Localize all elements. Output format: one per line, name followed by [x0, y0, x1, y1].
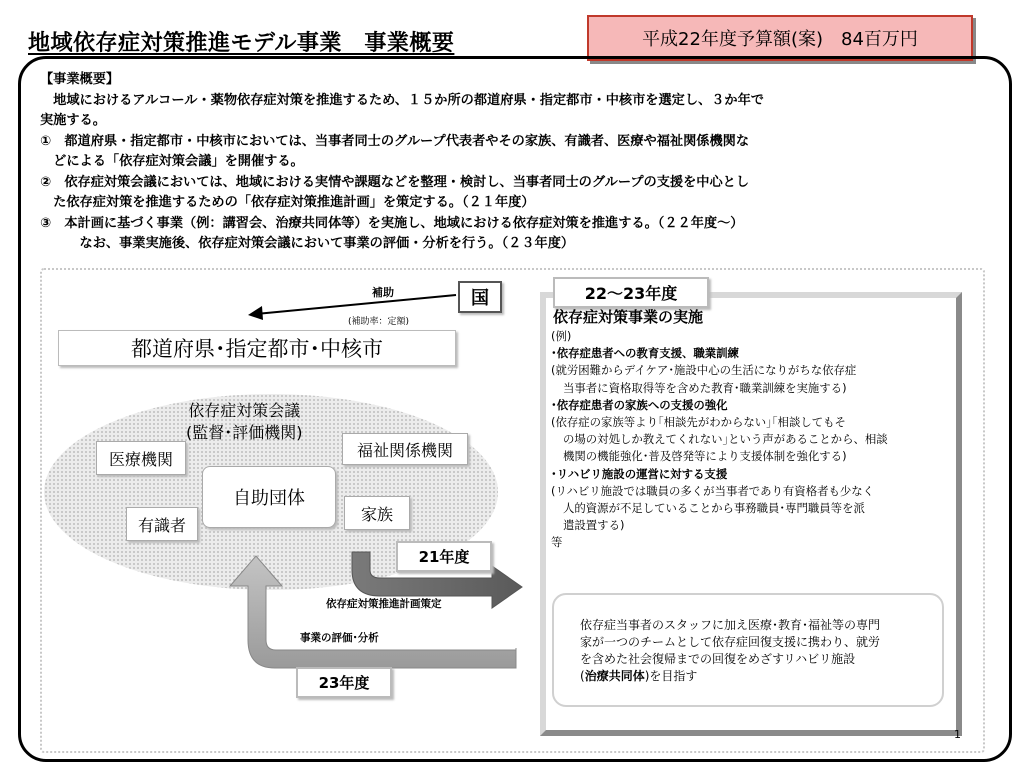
expert-box: 有識者 — [126, 507, 198, 541]
country-box: 国 — [458, 281, 502, 313]
goal-text: 依存症当事者のスタッフに加え医療･教育･福祉等の専門 — [580, 618, 881, 632]
goal-text: を含めた社会復帰までの回復をめざすリハビリ施設 — [580, 652, 856, 666]
prefecture-box: 都道府県･指定都市･中核市 — [58, 330, 456, 366]
evaluation-arrow — [230, 556, 516, 668]
council-name: 依存症対策会議 — [188, 401, 301, 420]
item-text: 遣設置する) — [563, 518, 625, 533]
etc-label: 等 — [551, 535, 563, 550]
self-help-box: 自助団体 — [202, 466, 336, 528]
summary-line: 地域におけるアルコール・薬物依存症対策を推進するため、１５か所の都道府県・指定都市・中核市を選定し、３か年で — [40, 92, 764, 108]
summary-line: 実施する。 — [40, 113, 106, 128]
summary-line: ② 依存症対策会議においては、地域における実情や課題などを整理・検討し、当事者同士のグループの支援を中心とし — [40, 174, 750, 190]
implementation-title: 依存症対策事業の実施 — [553, 308, 704, 326]
goal-suffix: )を目指す — [644, 669, 698, 683]
goal-keyword: 治療共同体 — [584, 669, 645, 683]
goal-text — [580, 668, 932, 685]
item-text: (リハビリ施設では職員の多くが当事者であり有資格者も少なく — [551, 483, 875, 498]
summary-heading: 【事業概要】 — [40, 72, 120, 87]
summary-line: た依存症対策を推進するための「依存症対策推進計画」を策定する。（２１年度） — [40, 195, 535, 210]
summary-line: なお、事業実施後、依存症対策会議において事業の評価・分析を行う。（２３年度） — [40, 236, 575, 251]
year-23-badge: 23年度 — [296, 667, 392, 698]
year-22-23-badge: 22～23年度 — [553, 277, 709, 308]
subsidy-label: 補助 — [372, 286, 394, 299]
page-number: 1 — [954, 728, 961, 741]
item-text: (依存症の家族等より｢相談先がわからない｣｢相談してもそ — [551, 415, 846, 430]
evaluation-label: 事業の評価･分析 — [300, 632, 379, 644]
item-heading: ･依存症患者への教育支援、職業訓練 — [551, 346, 739, 361]
item-text: の場の対処しか教えてくれない｣という声があることから、相談 — [563, 432, 888, 447]
year-21-badge: 21年度 — [396, 541, 492, 572]
subsidy-rate-label: (補助率：定額) — [348, 317, 410, 327]
summary-line: ① 都道府県・指定都市・中核市においては、当事者同士のグループ代表者やその家族、有識者、医療や福祉関係機関な — [40, 133, 750, 149]
welfare-box: 福祉関係機関 — [342, 433, 468, 465]
item-text: 当事者に資格取得等を含めた教育･職業訓練を実施する) — [563, 380, 847, 395]
medical-box: 医療機関 — [96, 441, 186, 475]
council-label — [186, 400, 303, 444]
plan-label: 依存症対策推進計画策定 — [326, 598, 442, 610]
page-title: 地域依存症対策推進モデル事業 事業概要 — [28, 31, 455, 56]
council-role: (監督･評価機関) — [186, 423, 303, 442]
family-box: 家族 — [344, 496, 410, 530]
item-text: 機関の機能強化･普及啓発等により支援体制を強化する) — [563, 449, 847, 464]
goal-paren: ( — [580, 669, 585, 683]
summary-line: ③ 本計画に基づく事業（例：講習会、治療共同体等）を実施し、地域における依存症対策を推進する。（２２年度～） — [40, 215, 744, 231]
budget-badge: 平成22年度予算額(案) 84百万円 — [587, 15, 973, 61]
summary-line: どによる「依存症対策会議」を開催する。 — [40, 154, 304, 169]
item-text: (就労困難からデイケア･施設中心の生活になりがちな依存症 — [551, 363, 857, 378]
item-heading: ･依存症患者の家族への支援の強化 — [551, 397, 728, 412]
item-heading: ･リハビリ施設の運営に対する支援 — [551, 466, 728, 481]
implementation-body — [551, 328, 946, 552]
goal-box — [552, 593, 944, 707]
goal-text: 家が一つのチームとして依存症回復支援に携わり、就労 — [580, 635, 881, 649]
item-text: 人的資源が不足していることから事務職員･専門職員等を派 — [563, 501, 865, 516]
example-label: (例) — [551, 329, 572, 343]
